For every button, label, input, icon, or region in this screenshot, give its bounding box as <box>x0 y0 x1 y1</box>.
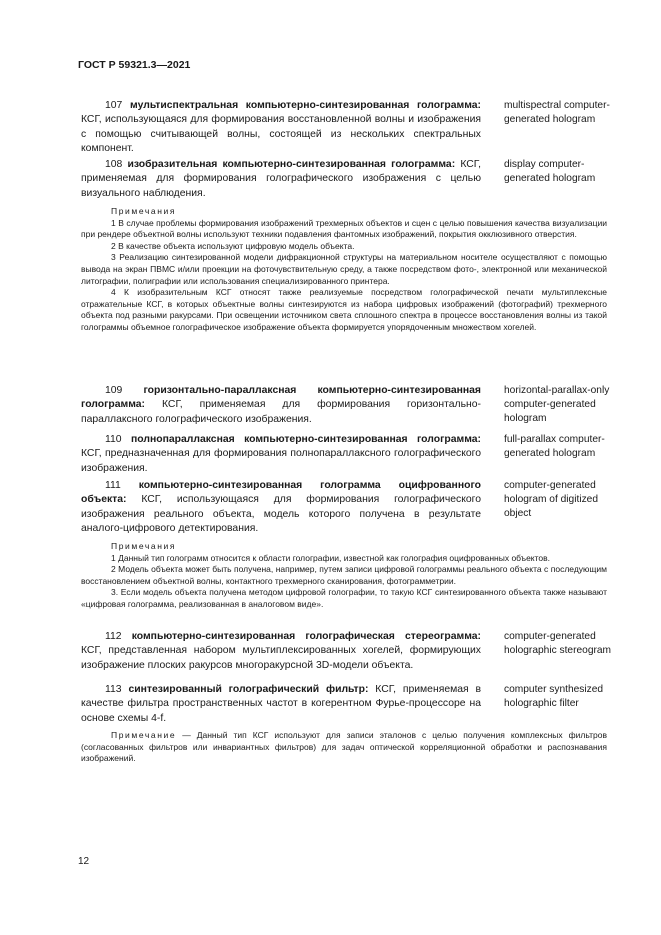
term-text: 112 компьютерно-синтезированная голографическая стереограмма: КСГ, представленная набором мультиплексированных хогелей, формирующих изображение плоских ракурсов многоракурсной 3D-модели объекта. <box>81 631 482 671</box>
note-item: 2 Модель объекта может быть получена, например, путем записи цифровой голограммы реального объекта с последующим восстановлением объектной волны, контактного трехмерного сканирования, фотограмметрии. <box>81 564 607 586</box>
note-item: 4 К изобразительным КСГ относят также реализуемые посредством голографической печати мультиплексные отражательные КСГ, в которых объектные волны синтезируются из набора цифровых изображений (фотографий) трехмерного объекта под разными ракурсами. При освещении источником света сплошного спектра в процессе восстановления волны из такой голограммы объемное голографическое изображение объекта формируется упорядоченным множеством хогелей. <box>81 287 607 332</box>
term-entry-110 <box>81 433 661 476</box>
term-text: 113 синтезированный голографический фильтр: КСГ, применяемая в качестве фильтра пространственных частот в когерентном Фурье-процессоре на основе схемы 4-f. <box>81 684 482 724</box>
note-label: Примечание <box>111 730 177 740</box>
english-equivalent: computer-generated hologram of digitized object <box>504 480 599 520</box>
notes-block-3 <box>81 730 607 765</box>
note-item: 2 В качестве объекта используют цифровую модель объекта. <box>111 240 355 251</box>
term-entry-107 <box>81 99 661 156</box>
page-number: 12 <box>78 856 90 867</box>
notes-block-2 <box>81 541 607 611</box>
english-equivalent: computer synthesized holographic filter <box>504 684 604 710</box>
term-text: 107 мультиспектральная компьютерно-синтезированная голограмма: КСГ, использующаяся для формирования восстановленной волны и изображения с помощью считывающей волны, состоящей из нескольких спектральных компонент. <box>81 100 482 154</box>
term-text: 109 горизонтально-параллаксная компьютерно-синтезированная голограмма: КСГ, применяемая для формирования горизонтально-параллаксного голографического изображения. <box>81 385 482 425</box>
term-entry-113 <box>81 683 661 726</box>
english-equivalent: horizontal-parallax-only computer-generated hologram <box>504 385 610 425</box>
term-entry-108 <box>81 158 661 201</box>
term-text: 108 изобразительная компьютерно-синтезированная голограмма: КСГ, применяемая для формирования голографического изображения с целью визуального наблюдения. <box>81 159 482 199</box>
notes-heading: Примечания <box>111 206 177 216</box>
term-entry-111 <box>81 479 661 536</box>
english-equivalent: computer-generated holographic stereogram <box>504 631 612 657</box>
document-header: ГОСТ Р 59321.3—2021 <box>78 59 191 71</box>
note-item: 3 Реализацию синтезированной модели дифракционной структуры на материальном носителе осуществляют с помощью вывода на экран ПВМС и/или проекции на фоточувствительную среду, а также посредством фото-, электронной или механической литографии, полиграфии или использования специализированного принтера. <box>81 252 607 286</box>
term-entry-109 <box>81 384 661 427</box>
english-equivalent: multispectral computer-generated hologram <box>504 100 610 126</box>
notes-heading: Примечания <box>111 541 177 551</box>
term-entry-112 <box>81 630 661 673</box>
note-item: 1 В случае проблемы формирования изображений трехмерных объектов и сцен с целью повышения качества визуализации при рендере объектной волны используют техники подавления фантомных изображений, покрытия окклюзивного отверстия. <box>81 217 607 240</box>
term-text: 110 полнопараллаксная компьютерно-синтезированная голограмма: КСГ, предназначенная для формирования полнопараллаксного голографического изображения. <box>81 434 482 474</box>
english-equivalent: display computer-generated hologram <box>504 159 596 185</box>
notes-block-1 <box>81 206 607 334</box>
note-item: Примечание — Данный тип КСГ используют для записи эталонов с целью получения комплексных фильтров (согласованных фильтров или инвариантных фильтров) для задач оптической корреляционной обработки и распознавания изображений. <box>81 730 607 764</box>
english-equivalent: full-parallax computer-generated hologram <box>504 434 605 460</box>
note-item: 3. Если модель объекта получена методом цифровой голографии, то такую КСГ синтезированного объекта также называют «цифровая голограмма, реализованная в аналоговом виде». <box>81 587 607 609</box>
note-item: 1 Данный тип голограмм относится к области голографии, известной как голография оцифрованных объектов. <box>111 552 551 563</box>
term-text: 111 компьютерно-синтезированная голограмма оцифрованного объекта: КСГ, использующаяся для формирования голографического изображения реального объекта, модель которого получена в результате аналого-цифрового детектирования. <box>81 480 482 534</box>
